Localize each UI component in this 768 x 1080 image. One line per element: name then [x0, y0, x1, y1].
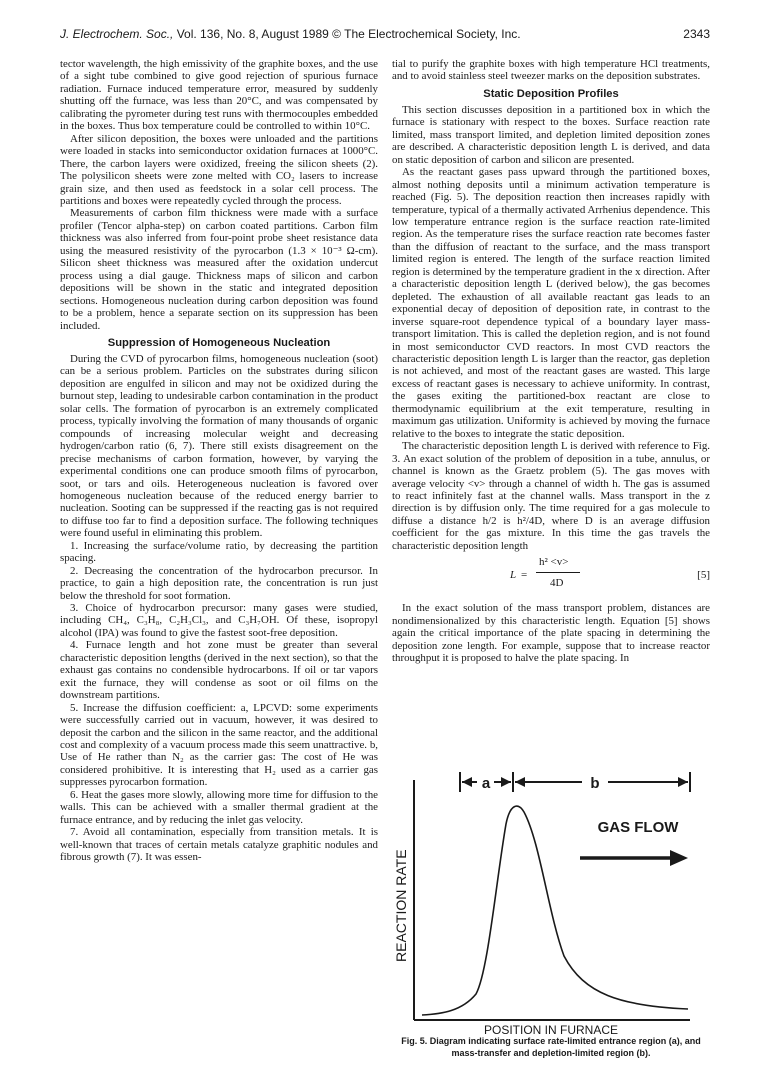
figure-caption: Fig. 5. Diagram indicating surface rate-limited entrance region (a), and mass-transfer and depletion-limited region (b). [401, 1036, 701, 1058]
arrowhead-left [462, 777, 472, 787]
paragraph: tector wavelength, the high emissivity of the graphite boxes, and the use of a sight tube combined to give good rejection of spurious furnace radiation. Furnace induced temperature error, measured by suddenly shutting off the furnace, was less than 20°C, and was compensated by calibrating the pyrometer during test runs with thermocouples embedded in the boxes. Thus box temperature could be controlled to within 10°C. [60, 58, 378, 133]
y-axis-label: REACTION RATE [393, 849, 409, 962]
equation-5 [392, 554, 710, 598]
paragraph: The characteristic deposition length L is derived with reference to Fig. 3. An exact solution of the problem of deposition in a tube, annulus, or channel is known as the Graetz problem (5). The gas moves with average velocity <v> through a channel of width h. The gas is assumed to react infinitely fast at the channel walls. Mass transport in the z direction is by diffusion only. The time required for a gas molecule to diffuse a distance h/2 is h²/4D, where D is an average diffusion coefficient for the gas mixture. In this time the gas travels the characteristic deposition length [392, 440, 710, 552]
list-item: 1. Increasing the surface/volume ratio, by decreasing the partition spacing. [60, 539, 378, 565]
figure-diagram [392, 762, 710, 1032]
paragraph: Measurements of carbon film thickness were made with a surface profiler (Tencor alpha-step) on carbon coated partitions. Carbon film thickness was also inferred from four-point probe sheet resistance data using the measured resistivity of the pyrocarbon (1.3 × 10⁻³ Ω-cm). Silicon sheet thickness was measured after the oxidation undercut process using a dial gauge. Thickness maps of silicon and carbon depositions will be shown in the static and integrated deposition sections. Homogeneous nucleation during carbon deposition was found to be a problem, hence a separate section on its suppression has been included. [60, 207, 378, 332]
figure-5 [392, 762, 710, 1062]
equation-number: [5] [697, 569, 710, 582]
section-heading: Static Deposition Profiles [483, 87, 619, 100]
region-a-label: a [481, 775, 491, 792]
right-column [392, 58, 710, 664]
list-item: 7. Avoid all contamination, especially from transition metals. It is well-known that traces of certain metals catalyze graphitic nodules and fibrous growth (7). It was essen- [60, 826, 378, 864]
paragraph: As the reactant gases pass upward through the partitioned boxes, almost nothing deposits until a minimum activation temperature is reached (Fig. 5). The deposition reaction then increases rapidly with temperature, typical of a thermally activated Arrhenius dependence. This low temperature entrance region is the surface reaction rate-limited region. As the temperature rises the surface reaction rate becomes faster than the diffusion of reactant to the surface, and the mass transport limited region is entered. The length of the surface reaction limited region is determined by the temperature gradient in the x direction. After a characteristic deposition length L (derived below), the gas becomes depleted. The exhaustion of all available reactant gas leads to an exponential decay of deposition of deposition rate, in contrast to the inverse square-root dependence typical of a boundary layer mass-transport limitation. This is called the depletion region, and is not found in most semiconductor CVD reactors. In most CVD reactors the characteristic deposition length L is larger than the reactor, gas depletion is not achieved, and most of the reactant gases are wasted. This large excess of reactant gases is necessary to achieve uniformity. In contrast, the gases exiting the partitioned-box reactant are close to thermodynamic equilibrium at the exit temperature, resulting in maximum gas utilization. Uniformity is achieved by moving the furnace relative to the boxes to integrate the static deposition. [392, 166, 710, 440]
journal-citation: J. Electrochem. Soc., Vol. 136, No. 8, August 1989 © The Electrochemical Society, Inc. [60, 27, 521, 41]
list-item: 5. Increase the diffusion coefficient: a, LPCVD: some experiments were successfully carried out in vacuum, however, it was desired to deposit the carbon and the silicon in the same reactor, and the additional cost and complexity of a vacuum process made this seem unattractive. b, Use of He rather than N₂ as the carrier gas: The cost of He was considered prohibitive. It is interesting that H₂ used as a carrier gas suppresses pyrocarbon formation. [60, 701, 378, 789]
gas-flow-label: GAS FLOW [597, 819, 679, 836]
fraction-bar [536, 572, 580, 573]
paragraph: tial to purify the graphite boxes with high temperature HCl treatments, and to avoid stainless steel tweezer marks on the deposition substrates. [392, 58, 710, 83]
paragraph: In the exact solution of the mass transport problem, distances are nondimensionalized by this characteristic length. Equation [5] shows again the critical importance of the plate spacing in determining the deposition zone length. For example, suppose that to increase reactor throughput it is proposed to halve the plate spacing. In [392, 602, 710, 665]
region-b-label: b [590, 775, 600, 792]
x-axis-label: POSITION IN FURNACE [483, 1023, 618, 1037]
paragraph: This section discusses deposition in a partitioned box in which the furnace is stationary with respect to the boxes. Surface reaction rate limited, mass transport limited, and depletion limited deposition zones are described. A characteristic deposition length L is derived, and data on static deposition of carbon and silicon are presented. [392, 103, 710, 166]
reaction-rate-curve [422, 806, 688, 1015]
equation-denominator: 4D [550, 577, 564, 590]
running-header [60, 27, 710, 45]
equation-equals: = [521, 569, 528, 582]
arrowhead-right [678, 777, 688, 787]
list-item: 2. Decreasing the concentration of the hydrocarbon precursor. In practice, to gain a high deposition rate, the concentration is run just below the threshold for soot formation. [60, 564, 378, 602]
equation-numerator: h² <v> [539, 556, 569, 569]
technique-list [60, 540, 378, 864]
arrowhead-left [515, 777, 525, 787]
paragraph: After silicon deposition, the boxes were unloaded and the partitions were loaded in stacks into semiconductor oxidation furnaces at 1000°C. There, the carbon layers were oxidized, freeing the silicon sheets (2). The polysilicon sheets were zone melted with CO₂ lasers to increase grain size, and then used as feedstock in a solar cell process. The partitions and boxes were repeatedly cycled through the process. [60, 132, 378, 207]
list-item: 4. Furnace length and hot zone must be greater than several characteristic deposition lengths (derived in the next section), so that the exhaust gas contains no condensible hydrocarbons. If oil or tar vapors exit the furnace, they will condense as soot or oil films on the downstream partitions. [60, 639, 378, 702]
page-number: 2343 [683, 27, 710, 41]
paragraph: During the CVD of pyrocarbon films, homogeneous nucleation (soot) can be a serious problem. Particles on the substrates during silicon deposition are engulfed in silicon and may not be oxidized during the burnout step, leading to undesirable carbon contamination in the product solar cells. The formation of pyrocarbon is an extremely complicated process, typically involving the formation of many thousands of organic compounds of increasing molecular weight and decreasing hydrogen/carbon ratio (6, 7). There still exists disagreement on the precise mechanisms of carbon formation, however, by varying the experimental conditions one can produce smooth films of pyrocarbon, soot, or tars and oils. Heterogeneous nucleation is favored over homogeneous nucleation because of the reduced energy barrier to nucleation. Sooting can be suppressed if the reacting gas is not required to diffuse too far to find a deposition surface. The following techniques were found useful in eliminating this problem. [60, 352, 378, 540]
list-item: 6. Heat the gases more slowly, allowing more time for diffusion to the walls. This can be achieved with a smaller thermal gradient at the furnace entrance, and by reducing the inlet gas velocity. [60, 788, 378, 826]
list-item: 3. Choice of hydrocarbon precursor: many gases were studied, including CH₄, C₃H₈, C₂H₃Cl₃, and C₃H₇OH. Of these, isopropyl alcohol (IPA) was found to give the fastest soot-free deposition. [60, 602, 378, 639]
section-heading: Suppression of Homogeneous Nucleation [107, 336, 331, 349]
arrowhead-right [501, 777, 511, 787]
gas-flow-arrowhead [670, 850, 688, 866]
left-column [60, 58, 378, 864]
equation-lhs: L [510, 569, 517, 582]
